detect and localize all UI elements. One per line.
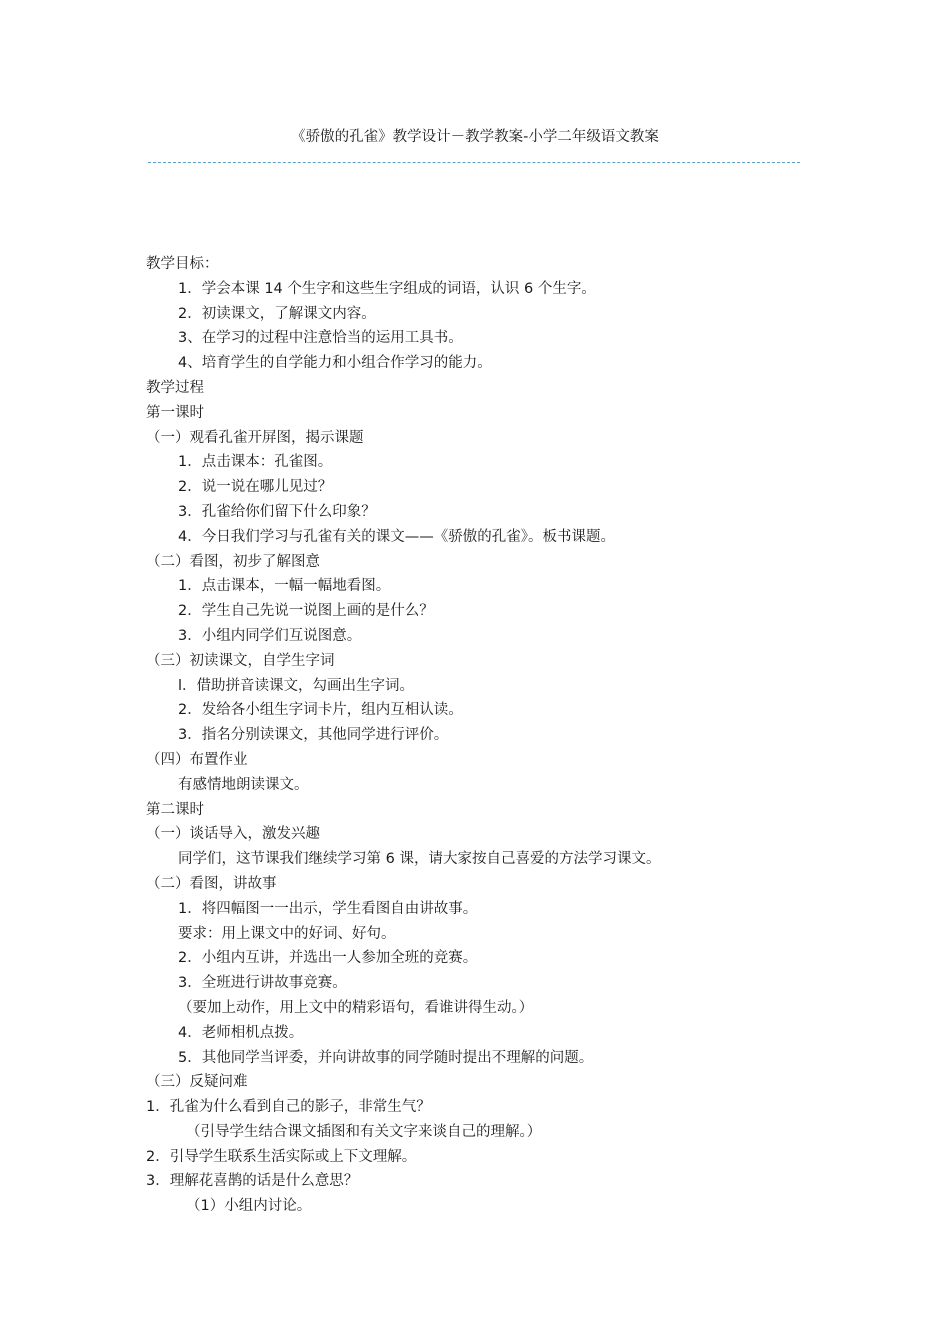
text-line: 要求：用上课文中的好词、好句。 (178, 925, 396, 942)
text-line: 3．全班进行讲故事竞赛。 (178, 975, 347, 992)
text-line: 第二课时 (146, 801, 204, 818)
text-line: 2．学生自己先说一说图上画的是什么？ (178, 603, 434, 620)
text-line: 2．初读课文，了解课文内容。 (178, 305, 376, 322)
text-line: 教学目标： (146, 256, 219, 272)
text-line: 1．学会本课 14 个生字和这些生字组成的词语，认识 6 个生字。 (178, 280, 596, 297)
text-line: （一）观看孔雀开屏图，揭示课题 (146, 429, 364, 446)
text-line: 教学过程 (146, 379, 204, 396)
text-line: 2．引导学生联系生活实际或上下文理解。 (146, 1148, 417, 1165)
text-line: 3．理解花喜鹊的话是什么意思？ (146, 1173, 359, 1190)
text-line: 4、培育学生的自学能力和小组合作学习的能力。 (178, 355, 492, 372)
text-line: （1）小组内讨论。 (186, 1198, 312, 1215)
text-line: l．借助拼音读课文，勾画出生字词。 (178, 677, 415, 694)
text-line: 4．今日我们学习与孔雀有关的课文——《骄傲的孔雀》。板书课题。 (178, 528, 615, 545)
text-line: 第一课时 (146, 404, 204, 421)
text-line: 2．发给各小组生字词卡片，组内互相认读。 (178, 702, 463, 719)
text-line: （二）看图，初步了解图意 (146, 553, 320, 570)
document-body (0, 252, 950, 1219)
text-line: 3．指名分别读课文，其他同学进行评价。 (178, 727, 449, 744)
text-line: （三）反疑问难 (146, 1074, 248, 1091)
text-line: （四）布置作业 (146, 751, 248, 768)
text-line: 3、在学习的过程中注意恰当的运用工具书。 (178, 330, 463, 347)
text-line: （三）初读课文，自学生字词 (146, 652, 335, 669)
text-line: 4．老师相机点拨。 (178, 1024, 304, 1041)
text-line: 1．将四幅图一一出示，学生看图自由讲故事。 (178, 900, 478, 917)
text-line: （要加上动作，用上文中的精彩语句，看谁讲得生动。） (178, 999, 534, 1016)
text-line: 5．其他同学当评委，并向讲故事的同学随时提出不理解的问题。 (178, 1049, 594, 1066)
text-line: 3．小组内同学们互说图意。 (178, 627, 362, 644)
text-line: 1．孔雀为什么看到自己的影子，非常生气？ (146, 1099, 431, 1116)
page-title: 《骄傲的孔雀》教学设计－教学教案-小学二年级语文教案 (291, 129, 659, 145)
text-line: 同学们，这节课我们继续学习第 6 课，请大家按自己喜爱的方法学习课文。 (178, 851, 661, 868)
text-line: 2．说一说在哪儿见过？ (178, 479, 333, 496)
text-line: （二）看图，讲故事 (146, 875, 277, 892)
text-line: （引导学生结合课文插图和有关文字来谈自己的理解。） (186, 1123, 542, 1140)
text-line: （一）谈话导入，激发兴趣 (146, 826, 320, 843)
text-line: 1．点击课本，一幅一幅地看图。 (178, 578, 391, 595)
title-divider (148, 162, 800, 163)
text-line: 1．点击课本：孔雀图。 (178, 454, 333, 471)
text-line: 2．小组内互讲，并选出一人参加全班的竞赛。 (178, 950, 478, 967)
text-line: 3．孔雀给你们留下什么印象？ (178, 503, 376, 520)
text-line: 有感情地朗读课文。 (178, 776, 309, 793)
